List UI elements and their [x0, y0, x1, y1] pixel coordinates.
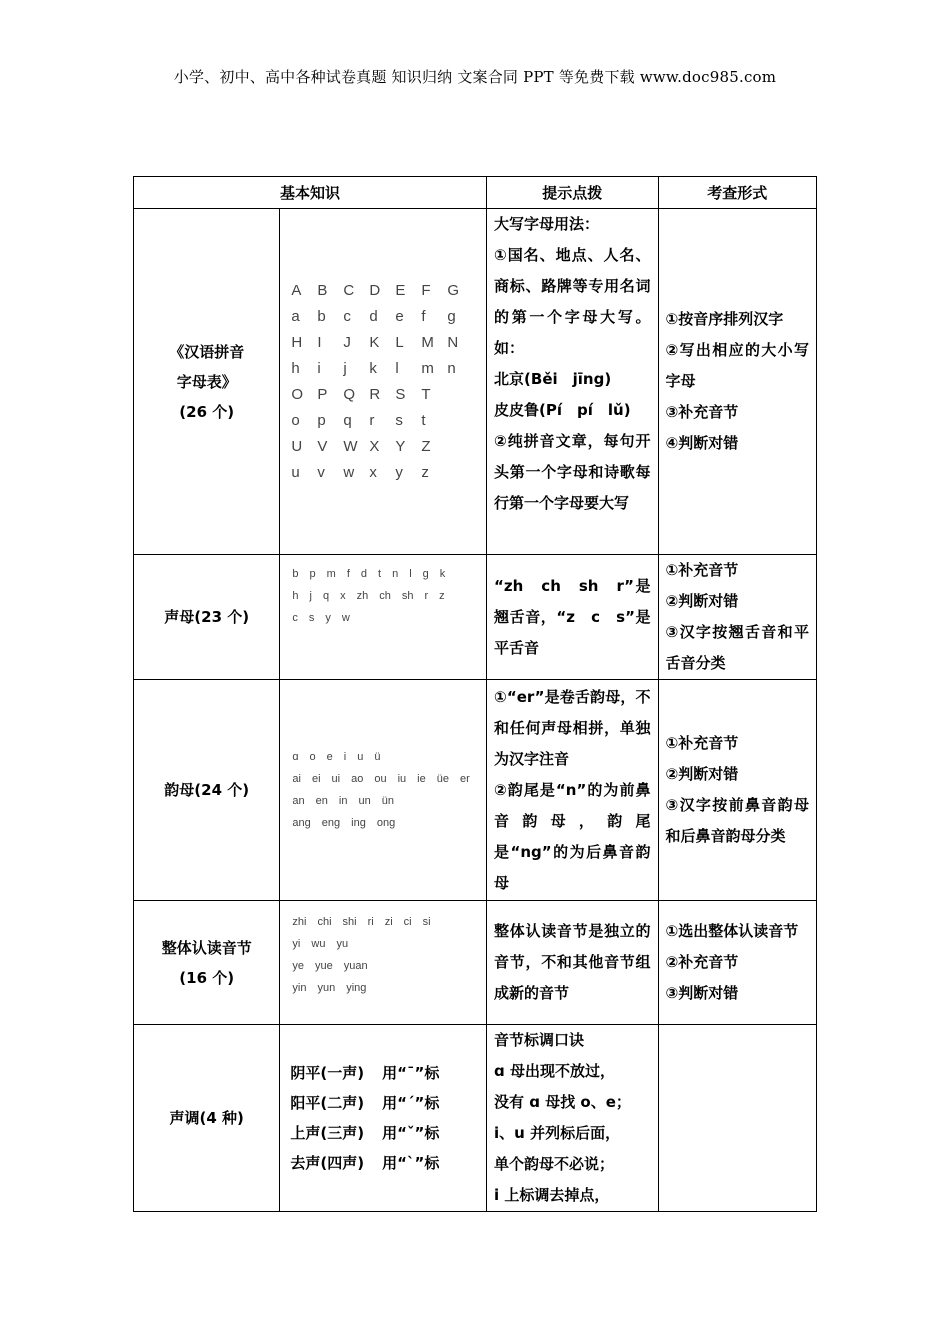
tip-line: 大写字母用法： [494, 215, 600, 233]
tip-cell [487, 1025, 658, 1212]
exam-line: ③汉字按翘舌音和平舌音分类 [665, 623, 809, 672]
letter: s [395, 411, 403, 429]
letter: s [308, 612, 315, 624]
letter: t [378, 568, 382, 580]
letter: x [369, 463, 377, 481]
letter: shi [342, 916, 357, 928]
tip-line: ②韵尾是“n”的为前鼻音韵母，韵尾是“ng”的为后鼻音韵母 [494, 780, 651, 892]
topic-line: 声调(4 种) [169, 1109, 244, 1127]
letter: eng [321, 817, 341, 829]
exam-line: ②补充音节 [665, 953, 739, 971]
letters-cell [280, 555, 487, 680]
letter: ang [292, 817, 311, 829]
letter: f [421, 307, 426, 325]
letter: k [439, 568, 446, 580]
letter: J [343, 333, 351, 351]
letter: G [447, 281, 460, 299]
letter: u [357, 751, 364, 763]
topic-cell [134, 901, 280, 1025]
tip-line: 单个韵母不必说； [494, 1155, 615, 1173]
tip-line: ①国名、地点、人名、商标、路牌等专用名词的第一个字母大写。如： [494, 246, 651, 357]
letter: ri [367, 916, 374, 928]
tones-cell [280, 1025, 487, 1212]
letter: c [343, 307, 351, 325]
letter: ɑ [292, 751, 299, 763]
letter-line [291, 460, 486, 486]
topic-line: 整体认读音节 [161, 938, 252, 957]
letter: si [422, 916, 431, 928]
letter: T [421, 385, 431, 403]
letter: X [369, 437, 380, 455]
topic-line: (16 个) [179, 968, 235, 987]
letter: l [409, 568, 412, 580]
letter: ing [351, 817, 366, 829]
letter: v [317, 463, 325, 481]
letter: n [447, 359, 456, 377]
letter: i [343, 751, 347, 763]
letter-line [292, 746, 486, 768]
page-header: 小学、初中、高中各种试卷真题 知识归纳 文案合同 PPT 等免费下载 www.doc985.com [173, 68, 777, 86]
topic-cell [134, 555, 280, 680]
tip-line: ɑ 母出现不放过， [494, 1062, 615, 1080]
tone-name: 阴平(一声) [290, 1064, 365, 1082]
letter: j [309, 590, 312, 602]
exam-line: ③汉字按前鼻音韵母和后鼻音韵母分类 [665, 796, 809, 845]
exam-line: ②写出相应的大小写字母 [665, 341, 809, 390]
letter: f [346, 568, 350, 580]
letter: K [369, 333, 380, 351]
letter: m [326, 568, 336, 580]
letter: C [343, 281, 355, 299]
letter-line [291, 278, 486, 304]
letter: d [369, 307, 378, 325]
letter: w [343, 463, 355, 481]
letter: ie [417, 773, 426, 785]
letter: p [317, 411, 326, 429]
letter-line [292, 933, 486, 955]
letter: o [291, 411, 300, 429]
letter: u [291, 463, 300, 481]
letter: zh [356, 590, 369, 602]
letter-line [292, 955, 486, 977]
letter: yue [315, 960, 333, 972]
letter: wu [311, 938, 326, 950]
letter: B [317, 281, 328, 299]
letter: i [317, 359, 321, 377]
letter-line [291, 356, 486, 382]
letter: en [315, 795, 328, 807]
tone-mark: 用“ˋ”标 [382, 1154, 440, 1172]
letter: yin [292, 982, 307, 994]
tip-cell [487, 901, 658, 1025]
exam-line: ①按音序排列汉字 [665, 310, 784, 328]
letter: d [360, 568, 368, 580]
letter: ch [379, 590, 391, 602]
letter: D [369, 281, 381, 299]
letter: b [292, 568, 299, 580]
table-row-whole-syllables [134, 901, 817, 1025]
tip-line: “zh ch sh r”是翘舌音，“z c s”是平舌音 [494, 576, 651, 657]
letter: ün [381, 795, 394, 807]
letter: ai [292, 773, 301, 785]
letter: I [317, 333, 322, 351]
topic-line: 声母(23 个) [164, 608, 250, 626]
letter: z [439, 590, 445, 602]
letter-line [292, 977, 486, 999]
letter: e [395, 307, 404, 325]
topic-line: 字母表》 [176, 372, 237, 391]
letter: in [338, 795, 348, 807]
letter: V [317, 437, 328, 455]
letter: c [292, 612, 298, 624]
column-header-tips: 提示点拨 [487, 177, 658, 209]
tone-mark: 用“ˉ”标 [382, 1064, 440, 1082]
letter: j [343, 359, 347, 377]
tip-line: i、u 并列标后面， [494, 1124, 621, 1142]
letter: q [343, 411, 352, 429]
exam-cell [658, 680, 816, 901]
letter: sh [401, 590, 414, 602]
letter: R [369, 385, 381, 403]
column-header-exam-forms: 考查形式 [658, 177, 816, 209]
tone-mark: 用“ˇ”标 [382, 1124, 440, 1142]
tone-mark: 用“ˊ”标 [382, 1094, 440, 1112]
tip-line: 没有 ɑ 母找 o、e； [494, 1093, 631, 1111]
letter: E [395, 281, 406, 299]
knowledge-table [133, 176, 817, 1212]
letter: ü [374, 751, 381, 763]
letter: q [323, 590, 330, 602]
topic-line: (26 个) [179, 402, 235, 421]
letter: a [291, 307, 300, 325]
letter: z [421, 463, 429, 481]
exam-line: ①补充音节 [665, 561, 739, 579]
letter: P [317, 385, 328, 403]
letter-line [292, 812, 486, 834]
tip-cell [487, 555, 658, 680]
tone-line [290, 1148, 486, 1178]
table-row-tones [134, 1025, 817, 1212]
table-row-finals [134, 680, 817, 901]
letter: y [395, 463, 403, 481]
letter-line [291, 408, 486, 434]
letter: U [291, 437, 303, 455]
letter: O [291, 385, 304, 403]
exam-line: ③补充音节 [665, 403, 739, 421]
letter: zhi [292, 916, 307, 928]
tone-line [290, 1118, 486, 1148]
letters-cell [280, 209, 487, 555]
letter: k [369, 359, 377, 377]
letter: yun [317, 982, 336, 994]
letter: r [424, 590, 429, 602]
letter: L [395, 333, 404, 351]
tip-cell [487, 209, 658, 555]
letter: ye [292, 960, 305, 972]
letters-cell [280, 680, 487, 901]
letter: l [395, 359, 399, 377]
letter: m [421, 359, 434, 377]
letter: ei [311, 773, 321, 785]
letter: zi [384, 916, 393, 928]
tone-line [290, 1058, 486, 1088]
letter-line [291, 304, 486, 330]
exam-line: ①补充音节 [665, 734, 739, 752]
exam-line: ②判断对错 [665, 765, 739, 783]
letter-line [292, 563, 486, 585]
letter-line [292, 790, 486, 812]
letter-line [291, 434, 486, 460]
exam-cell [658, 901, 816, 1025]
tone-name: 阳平(二声) [290, 1094, 365, 1112]
letter: iu [397, 773, 407, 785]
tone-name: 去声(四声) [290, 1154, 365, 1172]
table-header-row [134, 177, 817, 209]
letter: ci [403, 916, 412, 928]
letter-line [291, 382, 486, 408]
exam-line: ③判断对错 [665, 984, 739, 1002]
letter: er [459, 773, 470, 785]
topic-cell [134, 1025, 280, 1212]
letter: yi [292, 938, 301, 950]
topic-cell [134, 680, 280, 901]
table-row-initials [134, 555, 817, 680]
topic-cell [134, 209, 280, 555]
letter: N [447, 333, 459, 351]
letter: ou [374, 773, 387, 785]
letter-line [292, 911, 486, 933]
letter: ao [351, 773, 364, 785]
letter: H [291, 333, 303, 351]
letter: M [421, 333, 434, 351]
letter: W [343, 437, 358, 455]
letter: g [447, 307, 456, 325]
letter: x [340, 590, 346, 602]
letter: e [326, 751, 333, 763]
exam-line: ②判断对错 [665, 592, 739, 610]
tip-line: i 上标调去掉点， [494, 1186, 610, 1204]
letter: yuan [343, 960, 368, 972]
letter: chi [317, 916, 332, 928]
letter-line [292, 585, 486, 607]
letter: S [395, 385, 406, 403]
tip-cell [487, 680, 658, 901]
tip-line: 北京(Běi jīng) [494, 370, 612, 388]
letter: b [317, 307, 326, 325]
topic-line: 《汉语拼音 [169, 342, 245, 361]
exam-cell [658, 209, 816, 555]
tip-line: 整体认读音节是独立的音节，不和其他音节组成新的音节 [494, 922, 651, 1002]
letter: p [309, 568, 316, 580]
letter: y [325, 612, 331, 624]
table-row-alphabet [134, 209, 817, 555]
letter: Q [343, 385, 356, 403]
letter: ying [346, 982, 367, 994]
exam-cell [658, 1025, 816, 1212]
tone-line [290, 1088, 486, 1118]
letter: h [291, 359, 300, 377]
letter: o [309, 751, 316, 763]
letter: an [292, 795, 305, 807]
letter: r [369, 411, 375, 429]
tip-line: ②纯拼音文章，每句开头第一个字母和诗歌每行第一个字母要大写 [494, 432, 651, 512]
letter: h [292, 590, 299, 602]
letter: Z [421, 437, 431, 455]
letter: A [291, 281, 302, 299]
tip-line: ①“er”是卷舌韵母，不和任何声母相拼，单独为汉字注音 [494, 687, 651, 768]
letter: un [358, 795, 371, 807]
letter: g [422, 568, 429, 580]
letters-cell [280, 901, 487, 1025]
letter-line [291, 330, 486, 356]
letter-line [292, 607, 486, 629]
letter: n [392, 568, 399, 580]
tip-line: 皮皮鲁(Pí pí lǔ) [494, 401, 631, 419]
letter: yu [336, 938, 349, 950]
letter: üe [436, 773, 449, 785]
topic-line: 韵母(24 个) [164, 781, 250, 799]
exam-line: ①选出整体认读音节 [665, 922, 799, 940]
tip-line: 音节标调口诀 [494, 1031, 585, 1049]
tone-name: 上声(三声) [290, 1124, 365, 1142]
letter: F [421, 281, 431, 299]
letter: ong [376, 817, 396, 829]
letter-line [292, 768, 486, 790]
letter: t [421, 411, 426, 429]
letter: Y [395, 437, 406, 455]
letter: ui [331, 773, 341, 785]
exam-cell [658, 555, 816, 680]
column-header-basic-knowledge: 基本知识 [134, 177, 487, 209]
exam-line: ④判断对错 [665, 434, 739, 452]
letter: w [341, 612, 350, 624]
